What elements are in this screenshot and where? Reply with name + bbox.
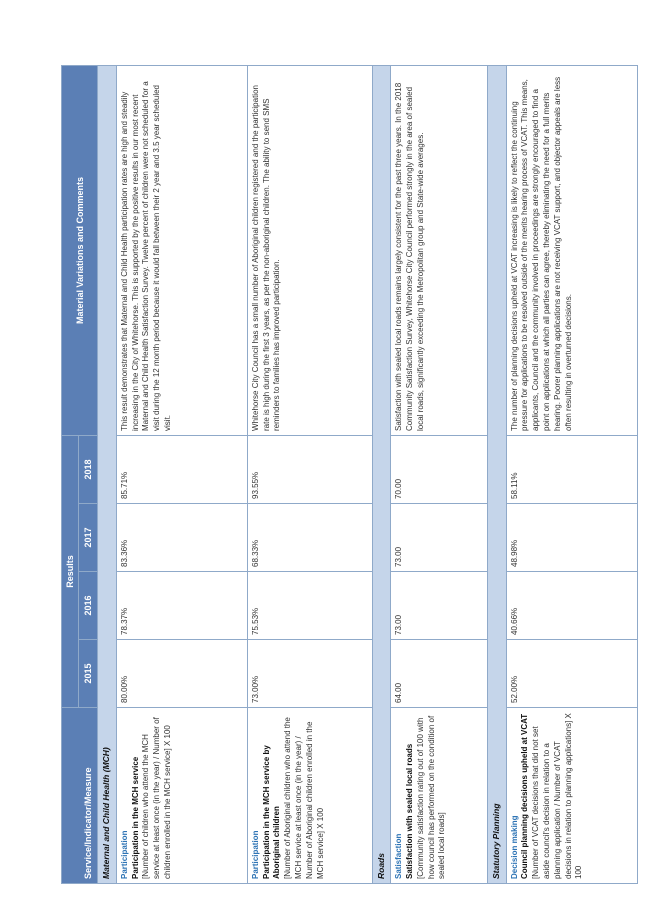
section-mch: Maternal and Child Health (MCH) bbox=[98, 65, 116, 883]
indicator-label: Decision making bbox=[509, 815, 519, 879]
value-2018: 85.71% bbox=[116, 435, 247, 503]
header-year-2016: 2016 bbox=[79, 572, 98, 640]
table-row bbox=[247, 65, 372, 883]
header-results: Results bbox=[62, 435, 79, 707]
measure-description: [Number of VCAT decisions that did not set aside council's decision in relation to a planning application / Number of VCAT decisions in relation to planning applications] X 100 bbox=[531, 713, 584, 879]
header-year-2017: 2017 bbox=[79, 504, 98, 572]
measure-cell bbox=[391, 708, 488, 884]
measure-cell bbox=[247, 708, 372, 884]
value-2017: 48.98% bbox=[506, 504, 637, 572]
value-2015: 52.00% bbox=[506, 640, 637, 708]
value-2017: 73.00 bbox=[391, 504, 488, 572]
table-row bbox=[116, 65, 247, 883]
header-service: Service/Indicator/Measure bbox=[62, 708, 98, 884]
value-2017: 68.33% bbox=[247, 504, 372, 572]
section-roads: Roads bbox=[372, 65, 390, 883]
header-comments: Material Variations and Comments bbox=[62, 65, 98, 435]
indicator-label: Satisfaction bbox=[394, 833, 404, 879]
measure-description: [Community satisfaction rating out of 100 with how council has performed on the condition of sealed local roads] bbox=[415, 715, 447, 879]
value-2015: 64.00 bbox=[391, 640, 488, 708]
comment-cell: Satisfaction with sealed local roads remains largely consistent for the past three years. In the 2018 Community Satisfaction Survey, Whitehorse City Council performed strongly in the area of sealed local roads, significantly exceeding the Metropolitan group and State-wide averages. bbox=[391, 65, 488, 435]
value-2015: 73.00% bbox=[247, 640, 372, 708]
indicator-label: Participation bbox=[119, 830, 129, 879]
value-2018: 70.00 bbox=[391, 435, 488, 503]
header-year-2018: 2018 bbox=[79, 435, 98, 503]
comment-cell: This result demonstrates that Maternal and Child Health participation rates are high and steadily increasing in the City of Whitehorse. This is supported by the positive results in our most recent Maternal and Child Health Satisfaction Survey. Twelve percent of children were not scheduled for a visit during the 12 month period because it would fall between their 2 year and 3.5 year scheduled visit. bbox=[116, 65, 247, 435]
value-2016: 73.00 bbox=[391, 572, 488, 640]
rotated-page bbox=[61, 66, 598, 884]
measure-title: Participation in the MCH service by Aboriginal children bbox=[261, 745, 282, 879]
value-2018: 93.55% bbox=[247, 435, 372, 503]
value-2016: 40.66% bbox=[506, 572, 637, 640]
value-2015: 80.00% bbox=[116, 640, 247, 708]
value-2016: 78.37% bbox=[116, 572, 247, 640]
measure-description: [Number of Aboriginal children who attend the MCH service at least once (in the year) / Number of Aboriginal children enrolled in the MCH service] X 100 bbox=[283, 717, 325, 879]
measure-cell bbox=[506, 708, 637, 884]
performance-table bbox=[61, 65, 638, 884]
table-row bbox=[391, 65, 488, 883]
measure-description: [Number of children who attend the MCH service at least once (in the year) / Number of children enrolled in the MCH service] X 100 bbox=[141, 717, 172, 879]
measure-title: Participation in the MCH service bbox=[130, 756, 140, 879]
indicator-label: Participation bbox=[250, 830, 260, 879]
header-year-2015: 2015 bbox=[79, 640, 98, 708]
measure-title: Satisfaction with sealed local roads bbox=[405, 743, 415, 879]
comment-cell: Whitehorse City Council has a small number of Aboriginal children registered and the participation rate is high during the first 3 years, as per the non-aboriginal children. The ability to send SMS reminders to families has improved participation. bbox=[247, 65, 372, 435]
value-2016: 75.53% bbox=[247, 572, 372, 640]
section-planning: Statutory Planning bbox=[488, 65, 506, 883]
table-row bbox=[506, 65, 637, 883]
value-2017: 83.36% bbox=[116, 504, 247, 572]
measure-title: Council planning decisions upheld at VCAT bbox=[520, 713, 530, 879]
measure-cell bbox=[116, 708, 247, 884]
comment-cell: The number of planning decisions upheld at VCAT increasing is likely to reflect the continuing pressure for applications to be resolved outside of the merits hearing process of VCAT. This means, applicants, Council and the community involved in proceedings are strongly encouraged to find a point on applications at which all parties can agree, thereby eliminating the need for a full merits hearing. Poorer planning applications are not receiving VCAT support, and objector appeals are less often resulting in overturned decisions. bbox=[506, 65, 637, 435]
value-2018: 58.11% bbox=[506, 435, 637, 503]
